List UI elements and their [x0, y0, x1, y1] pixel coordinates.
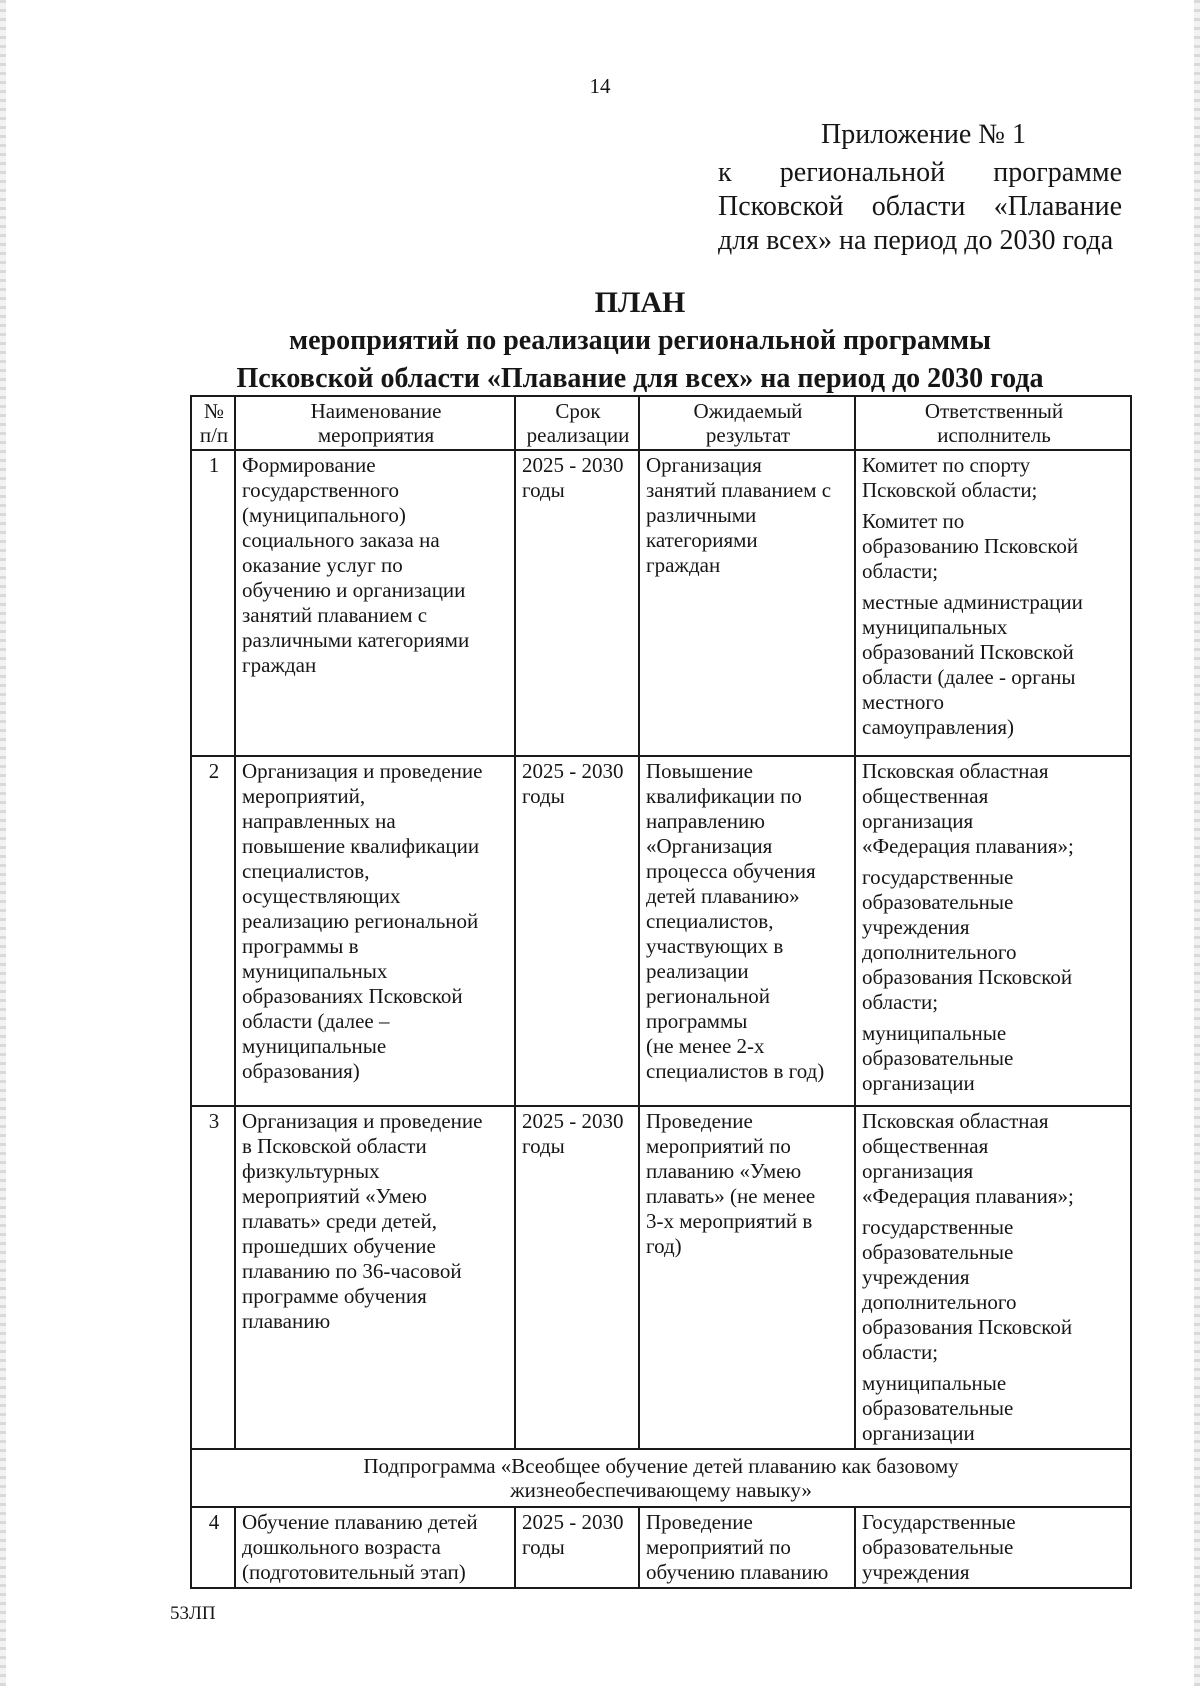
responsible-line: государственные [862, 865, 1014, 889]
header-text: Наименование [310, 399, 442, 423]
result-line: год) [646, 1234, 682, 1258]
responsible-entry [862, 1109, 1126, 1209]
cell-result [639, 450, 855, 756]
responsible-line: образовательные [862, 890, 1014, 914]
name-line: дошкольного возраста [242, 1535, 441, 1559]
responsible-line: образования Псковской [862, 965, 1073, 989]
result-line: региональной [646, 984, 770, 1008]
result-line: специалистов, [646, 909, 774, 933]
responsible-entry [862, 865, 1126, 1015]
result-line: Повышение [646, 759, 753, 783]
term-line: 2025 - 2030 [522, 1109, 624, 1133]
result-line: различными [646, 503, 757, 527]
result-line: мероприятий по [646, 1134, 791, 1158]
cell-term [515, 1507, 639, 1588]
name-line: различными категориями [242, 628, 470, 652]
header-text: исполнитель [937, 423, 1051, 447]
header-responsible [855, 396, 1131, 450]
cell-responsible [855, 756, 1131, 1106]
responsible-line: учреждения [862, 1560, 970, 1584]
name-line: Организация и проведение [242, 1109, 483, 1133]
header-text: Ожидаемый [693, 399, 803, 423]
table-row [191, 756, 1131, 1106]
plan-subtitle-line: Псковской области «Плавание для всех» на период до 2030 года [236, 363, 1044, 394]
name-line: (муниципального) [242, 503, 406, 527]
result-line: плаванию «Умею [646, 1159, 802, 1183]
responsible-line: образовательные [862, 1240, 1014, 1264]
responsible-line: организация [862, 1159, 974, 1183]
result-line: Проведение [646, 1109, 753, 1133]
subprogram-text: Подпрограмма «Всеобщее обучение детей плаванию как базовому [363, 1454, 959, 1478]
name-line: занятий плаванием с [242, 603, 428, 627]
responsible-line: организации [862, 1071, 975, 1095]
result-line: обучению плаванию [646, 1560, 829, 1584]
name-line: программы в [242, 934, 359, 958]
result-line: процесса обучения [646, 859, 816, 883]
responsible-line: местного [862, 690, 944, 714]
header-text: результат [705, 423, 791, 447]
term-line: годы [522, 1535, 565, 1559]
name-line: обучению и организации [242, 578, 466, 602]
responsible-entry [862, 759, 1126, 859]
scan-edge-left [0, 0, 6, 1686]
header-text: Ответственный [924, 399, 1064, 423]
result-line: программы [646, 1009, 748, 1033]
responsible-entry [862, 590, 1126, 740]
name-line: реализацию региональной [242, 909, 479, 933]
cell-responsible [855, 1106, 1131, 1449]
cell-term [515, 756, 639, 1106]
cell-term [515, 450, 639, 756]
name-line: специалистов, [242, 859, 370, 883]
term-line: годы [522, 1134, 565, 1158]
header-text: № [203, 399, 225, 423]
appendix-title: Приложение № 1 [821, 119, 1026, 150]
name-line: государственного [242, 478, 400, 502]
table-body [191, 450, 1131, 1588]
responsible-line: организация [862, 809, 974, 833]
result-line: плавать» (не менее [646, 1184, 816, 1208]
name-line: Организация и проведение [242, 759, 483, 783]
name-line: плаванию [242, 1309, 331, 1333]
cell-num: 1 [191, 450, 235, 756]
name-line: плавать» среди детей, [242, 1209, 437, 1233]
name-line: мероприятий «Умею [242, 1184, 427, 1208]
result-line: занятий плаванием с [646, 478, 832, 502]
responsible-line: Псковская областная [862, 759, 1049, 783]
cell-name [235, 756, 515, 1106]
responsible-line: образования Псковской [862, 1315, 1073, 1339]
table-row [191, 450, 1131, 756]
table-row [191, 1507, 1131, 1588]
header-num [191, 396, 235, 450]
page-number: 14 [589, 74, 611, 98]
responsible-line: образованию Псковской [862, 534, 1079, 558]
name-line: Обучение плаванию детей [242, 1510, 478, 1534]
responsible-entry [862, 1021, 1126, 1096]
name-line: плаванию по 36-часовой [242, 1259, 462, 1283]
name-line: социального заказа на [242, 528, 440, 552]
result-line: (не менее 2-х [646, 1034, 765, 1058]
responsible-line: муниципальные [862, 1021, 1007, 1045]
responsible-line: Комитет по спорту [862, 453, 1031, 477]
name-line: Формирование [242, 453, 376, 477]
table-header-row [191, 396, 1131, 450]
responsible-line: общественная [862, 1134, 989, 1158]
appendix-block [718, 118, 1122, 258]
cell-num: 3 [191, 1106, 235, 1449]
responsible-line: «Федерация плавания»; [862, 1184, 1074, 1208]
responsible-line: организации [862, 1421, 975, 1445]
responsible-line: Государственные [862, 1510, 1016, 1534]
cell-num: 2 [191, 756, 235, 1106]
name-line: направленных на [242, 809, 396, 833]
cell-name [235, 1106, 515, 1449]
subprogram-cell [191, 1449, 1131, 1507]
name-line: области (далее – [242, 1009, 390, 1033]
cell-responsible [855, 450, 1131, 756]
term-line: 2025 - 2030 [522, 759, 624, 783]
responsible-line: образовательные [862, 1535, 1014, 1559]
name-line: муниципальных [242, 959, 388, 983]
responsible-entry [862, 509, 1126, 584]
cell-name [235, 450, 515, 756]
result-line: 3-х мероприятий в [646, 1209, 813, 1233]
term-line: годы [522, 478, 565, 502]
responsible-line: самоуправления) [862, 715, 1015, 739]
footer-code: 53ЛП [170, 1603, 216, 1624]
responsible-entry [862, 1215, 1126, 1365]
name-line: физкультурных [242, 1159, 380, 1183]
result-line: направлению [646, 809, 765, 833]
result-line: реализации [646, 959, 749, 983]
name-line: в Псковской области [242, 1134, 427, 1158]
result-line: мероприятий по [646, 1535, 791, 1559]
responsible-line: дополнительного [862, 1290, 1017, 1314]
appendix-line: для всех» на период до 2030 года [718, 225, 1114, 256]
name-line: программе обучения [242, 1284, 427, 1308]
cell-name [235, 1507, 515, 1588]
cell-num: 4 [191, 1507, 235, 1588]
responsible-line: Псковская областная [862, 1109, 1049, 1133]
appendix-line: к региональной программе [718, 157, 1122, 188]
name-line: прошедших обучение [242, 1234, 436, 1258]
responsible-line: учреждения [862, 915, 970, 939]
header-text: п/п [199, 423, 229, 447]
responsible-line: муниципальных [862, 615, 1008, 639]
header-name [235, 396, 515, 450]
responsible-entry [862, 453, 1126, 503]
name-line: образования) [242, 1059, 360, 1083]
name-line: оказание услуг по [242, 553, 403, 577]
name-line: граждан [242, 653, 317, 677]
name-line: мероприятий, [242, 784, 366, 808]
responsible-line: государственные [862, 1215, 1014, 1239]
term-line: 2025 - 2030 [522, 453, 624, 477]
cell-responsible [855, 1507, 1131, 1588]
header-result [639, 396, 855, 450]
result-line: Организация [646, 453, 762, 477]
cell-result [639, 1106, 855, 1449]
responsible-line: учреждения [862, 1265, 970, 1289]
responsible-entry [862, 1510, 1126, 1585]
name-line: (подготовительный этап) [242, 1560, 466, 1584]
responsible-line: Комитет по [862, 509, 965, 533]
name-line: образованиях Псковской [242, 984, 463, 1008]
result-line: детей плаванию» [646, 884, 800, 908]
cell-result [639, 1507, 855, 1588]
responsible-line: общественная [862, 784, 989, 808]
plan-heading [190, 284, 1090, 398]
responsible-line: образований Псковской [862, 640, 1074, 664]
responsible-line: области; [862, 990, 939, 1014]
subprogram-text: жизнеобеспечивающему навыку» [510, 1478, 812, 1502]
result-line: категориями [646, 528, 758, 552]
responsible-line: образовательные [862, 1396, 1014, 1420]
responsible-line: муниципальные [862, 1371, 1007, 1395]
responsible-line: местные администрации [862, 590, 1083, 614]
header-text: реализации [526, 423, 630, 447]
header-text: Срок [555, 399, 601, 423]
responsible-line: области; [862, 559, 939, 583]
responsible-line: дополнительного [862, 940, 1017, 964]
plan-table [190, 395, 1132, 1589]
responsible-line: области; [862, 1340, 939, 1364]
result-line: граждан [646, 553, 721, 577]
name-line: повышение квалификации [242, 834, 480, 858]
result-line: «Организация [646, 834, 773, 858]
name-line: муниципальные [242, 1034, 387, 1058]
responsible-entry [862, 1371, 1126, 1446]
plan-subtitle-line: мероприятий по реализации региональной программы [289, 325, 991, 356]
result-line: квалификации по [646, 784, 802, 808]
result-line: Проведение [646, 1510, 753, 1534]
name-line: осуществляющих [242, 884, 401, 908]
plan-title: ПЛАН [594, 286, 686, 319]
header-term [515, 396, 639, 450]
table-row [191, 1106, 1131, 1449]
result-line: участвующих в [646, 934, 784, 958]
cell-result [639, 756, 855, 1106]
term-line: годы [522, 784, 565, 808]
responsible-line: Псковской области; [862, 478, 1038, 502]
responsible-line: образовательные [862, 1046, 1014, 1070]
responsible-line: области (далее - органы [862, 665, 1076, 689]
result-line: специалистов в год) [646, 1059, 825, 1083]
term-line: 2025 - 2030 [522, 1510, 624, 1534]
appendix-line: Псковской области «Плавание [718, 191, 1122, 222]
header-text: мероприятия [317, 423, 435, 447]
subprogram-row [191, 1449, 1131, 1507]
cell-term [515, 1106, 639, 1449]
scan-edge-right [1194, 0, 1200, 1686]
responsible-line: «Федерация плавания»; [862, 834, 1074, 858]
